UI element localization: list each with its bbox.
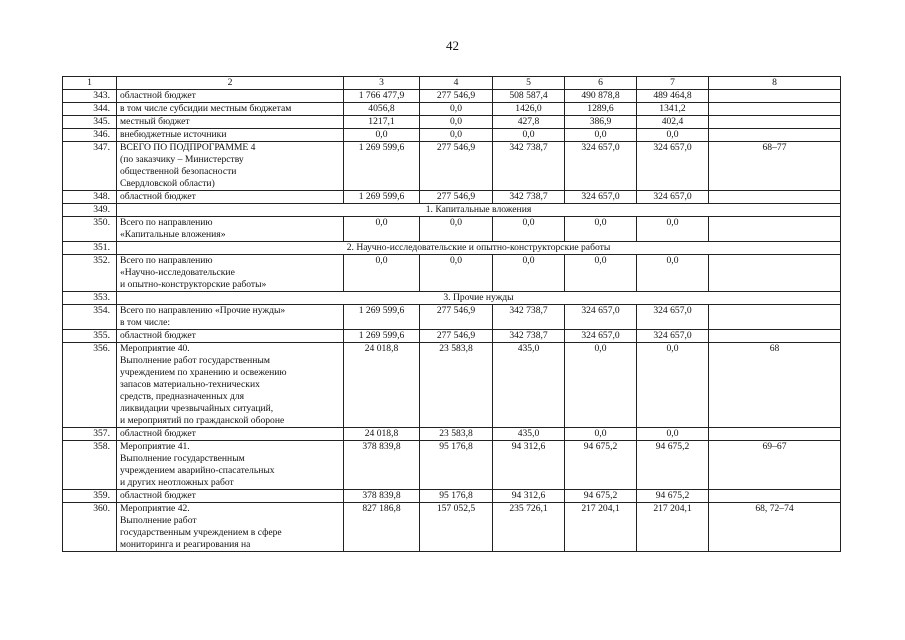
row-value-col4: 0,0 xyxy=(420,129,493,142)
row-value-col5: 435,0 xyxy=(493,428,565,441)
row-value-col3: 1 269 599,6 xyxy=(344,305,420,330)
row-target-ref xyxy=(709,116,841,129)
row-number: 343. xyxy=(63,90,117,103)
row-target-ref xyxy=(709,330,841,343)
row-value-col6: 1289,6 xyxy=(565,103,637,116)
row-number: 358. xyxy=(63,441,117,490)
row-value-col5: 508 587,4 xyxy=(493,90,565,103)
row-target-ref xyxy=(709,490,841,503)
table-row xyxy=(63,503,841,552)
row-value-col5: 1426,0 xyxy=(493,103,565,116)
table-row xyxy=(63,129,841,142)
row-number: 346. xyxy=(63,129,117,142)
row-value-col7: 217 204,1 xyxy=(637,503,709,552)
row-value-col3: 1 766 477,9 xyxy=(344,90,420,103)
table-row xyxy=(63,103,841,116)
row-target-ref: 68, 72–74 xyxy=(709,503,841,552)
table-row xyxy=(63,343,841,428)
table-row xyxy=(63,490,841,503)
row-name: областной бюджет xyxy=(117,428,344,441)
row-target-ref xyxy=(709,90,841,103)
row-value-col6: 94 675,2 xyxy=(565,441,637,490)
row-value-col4: 0,0 xyxy=(420,217,493,242)
section-title: 1. Капитальные вложения xyxy=(117,204,841,217)
column-header: 7 xyxy=(637,77,709,90)
row-name: Мероприятие 42. Выполнение работ государственным учреждением в сфере мониторинга и реагирования на xyxy=(117,503,344,552)
table-header-row xyxy=(63,77,841,90)
column-header: 3 xyxy=(344,77,420,90)
row-value-col4: 23 583,8 xyxy=(420,343,493,428)
section-title: 2. Научно-исследовательские и опытно-конструкторские работы xyxy=(117,242,841,255)
column-header: 5 xyxy=(493,77,565,90)
section-row xyxy=(63,292,841,305)
row-number: 352. xyxy=(63,255,117,292)
row-value-col6: 324 657,0 xyxy=(565,330,637,343)
row-value-col6: 217 204,1 xyxy=(565,503,637,552)
row-value-col5: 0,0 xyxy=(493,217,565,242)
row-value-col7: 0,0 xyxy=(637,217,709,242)
table-row xyxy=(63,142,841,191)
row-value-col7: 0,0 xyxy=(637,428,709,441)
row-value-col4: 23 583,8 xyxy=(420,428,493,441)
row-value-col3: 0,0 xyxy=(344,129,420,142)
row-name: областной бюджет xyxy=(117,490,344,503)
table-row xyxy=(63,428,841,441)
row-name: областной бюджет xyxy=(117,191,344,204)
row-value-col7: 94 675,2 xyxy=(637,490,709,503)
row-target-ref: 69–67 xyxy=(709,441,841,490)
row-number: 348. xyxy=(63,191,117,204)
row-value-col6: 490 878,8 xyxy=(565,90,637,103)
row-value-col5: 427,8 xyxy=(493,116,565,129)
row-value-col6: 324 657,0 xyxy=(565,305,637,330)
row-value-col3: 1217,1 xyxy=(344,116,420,129)
column-header: 2 xyxy=(117,77,344,90)
table-row xyxy=(63,90,841,103)
row-number: 345. xyxy=(63,116,117,129)
column-header: 8 xyxy=(709,77,841,90)
row-target-ref xyxy=(709,305,841,330)
row-target-ref xyxy=(709,191,841,204)
row-number: 349. xyxy=(63,204,117,217)
row-value-col4: 277 546,9 xyxy=(420,191,493,204)
table-row xyxy=(63,441,841,490)
row-value-col4: 277 546,9 xyxy=(420,142,493,191)
column-header: 4 xyxy=(420,77,493,90)
row-name: ВСЕГО ПО ПОДПРОГРАММЕ 4 (по заказчику – Министерству общественной безопасности Свердловской области) xyxy=(117,142,344,191)
row-value-col5: 342 738,7 xyxy=(493,191,565,204)
row-name: Всего по направлению «Капитальные вложения» xyxy=(117,217,344,242)
row-value-col6: 0,0 xyxy=(565,428,637,441)
row-value-col7: 0,0 xyxy=(637,129,709,142)
table-row xyxy=(63,116,841,129)
row-target-ref xyxy=(709,255,841,292)
row-value-col7: 489 464,8 xyxy=(637,90,709,103)
row-value-col7: 324 657,0 xyxy=(637,330,709,343)
row-name: в том числе субсидии местным бюджетам xyxy=(117,103,344,116)
row-name: Мероприятие 41. Выполнение государственным учреждением аварийно-спасательных и других неотложных работ xyxy=(117,441,344,490)
row-name: местный бюджет xyxy=(117,116,344,129)
row-value-col5: 0,0 xyxy=(493,129,565,142)
row-target-ref xyxy=(709,103,841,116)
row-value-col7: 324 657,0 xyxy=(637,191,709,204)
row-number: 354. xyxy=(63,305,117,330)
row-target-ref xyxy=(709,129,841,142)
row-value-col6: 324 657,0 xyxy=(565,142,637,191)
row-value-col3: 827 186,8 xyxy=(344,503,420,552)
row-value-col4: 157 052,5 xyxy=(420,503,493,552)
row-value-col6: 0,0 xyxy=(565,343,637,428)
row-value-col4: 277 546,9 xyxy=(420,305,493,330)
section-title: 3. Прочие нужды xyxy=(117,292,841,305)
table-row xyxy=(63,305,841,330)
row-target-ref xyxy=(709,217,841,242)
row-number: 356. xyxy=(63,343,117,428)
row-value-col6: 386,9 xyxy=(565,116,637,129)
row-value-col6: 0,0 xyxy=(565,129,637,142)
row-value-col3: 4056,8 xyxy=(344,103,420,116)
row-target-ref: 68–77 xyxy=(709,142,841,191)
section-row xyxy=(63,242,841,255)
row-number: 357. xyxy=(63,428,117,441)
row-value-col6: 324 657,0 xyxy=(565,191,637,204)
table-row xyxy=(63,330,841,343)
row-value-col6: 0,0 xyxy=(565,255,637,292)
row-value-col5: 342 738,7 xyxy=(493,305,565,330)
row-value-col3: 24 018,8 xyxy=(344,343,420,428)
row-value-col4: 95 176,8 xyxy=(420,490,493,503)
row-name: внебюджетные источники xyxy=(117,129,344,142)
row-number: 359. xyxy=(63,490,117,503)
row-target-ref: 68 xyxy=(709,343,841,428)
row-number: 355. xyxy=(63,330,117,343)
section-row xyxy=(63,204,841,217)
row-number: 347. xyxy=(63,142,117,191)
row-value-col7: 324 657,0 xyxy=(637,305,709,330)
row-value-col4: 0,0 xyxy=(420,116,493,129)
row-value-col3: 24 018,8 xyxy=(344,428,420,441)
row-value-col3: 1 269 599,6 xyxy=(344,191,420,204)
page-number: 42 xyxy=(446,38,459,53)
row-value-col7: 0,0 xyxy=(637,343,709,428)
row-value-col4: 95 176,8 xyxy=(420,441,493,490)
row-value-col4: 0,0 xyxy=(420,103,493,116)
row-target-ref xyxy=(709,428,841,441)
row-name: областной бюджет xyxy=(117,330,344,343)
table-row xyxy=(63,217,841,242)
row-value-col7: 324 657,0 xyxy=(637,142,709,191)
row-value-col7: 0,0 xyxy=(637,255,709,292)
row-value-col3: 1 269 599,6 xyxy=(344,330,420,343)
row-number: 350. xyxy=(63,217,117,242)
row-number: 344. xyxy=(63,103,117,116)
row-value-col5: 342 738,7 xyxy=(493,142,565,191)
row-value-col3: 1 269 599,6 xyxy=(344,142,420,191)
row-value-col7: 402,4 xyxy=(637,116,709,129)
row-number: 360. xyxy=(63,503,117,552)
row-value-col4: 0,0 xyxy=(420,255,493,292)
row-value-col3: 0,0 xyxy=(344,217,420,242)
row-number: 351. xyxy=(63,242,117,255)
row-name: областной бюджет xyxy=(117,90,344,103)
row-name: Всего по направлению «Прочие нужды» в том числе: xyxy=(117,305,344,330)
row-value-col5: 94 312,6 xyxy=(493,441,565,490)
row-name: Всего по направлению «Научно-исследовательские и опытно-конструкторские работы» xyxy=(117,255,344,292)
row-number: 353. xyxy=(63,292,117,305)
table-body xyxy=(63,77,841,552)
table-row xyxy=(63,255,841,292)
column-header: 1 xyxy=(63,77,117,90)
row-value-col3: 378 839,8 xyxy=(344,441,420,490)
column-header: 6 xyxy=(565,77,637,90)
row-value-col6: 0,0 xyxy=(565,217,637,242)
table-row xyxy=(63,191,841,204)
row-value-col4: 277 546,9 xyxy=(420,90,493,103)
budget-table xyxy=(62,76,841,552)
row-value-col5: 235 726,1 xyxy=(493,503,565,552)
row-value-col7: 94 675,2 xyxy=(637,441,709,490)
row-value-col5: 435,0 xyxy=(493,343,565,428)
row-value-col6: 94 675,2 xyxy=(565,490,637,503)
row-value-col7: 1341,2 xyxy=(637,103,709,116)
row-value-col3: 378 839,8 xyxy=(344,490,420,503)
row-value-col5: 0,0 xyxy=(493,255,565,292)
row-value-col5: 94 312,6 xyxy=(493,490,565,503)
row-value-col4: 277 546,9 xyxy=(420,330,493,343)
row-value-col5: 342 738,7 xyxy=(493,330,565,343)
row-name: Мероприятие 40. Выполнение работ государственным учреждением по хранению и освежению запасов материально-технических средств, предназначенных для ликвидации чрезвычайных ситуаций, и мероприятий по гражданской обороне xyxy=(117,343,344,428)
row-value-col3: 0,0 xyxy=(344,255,420,292)
